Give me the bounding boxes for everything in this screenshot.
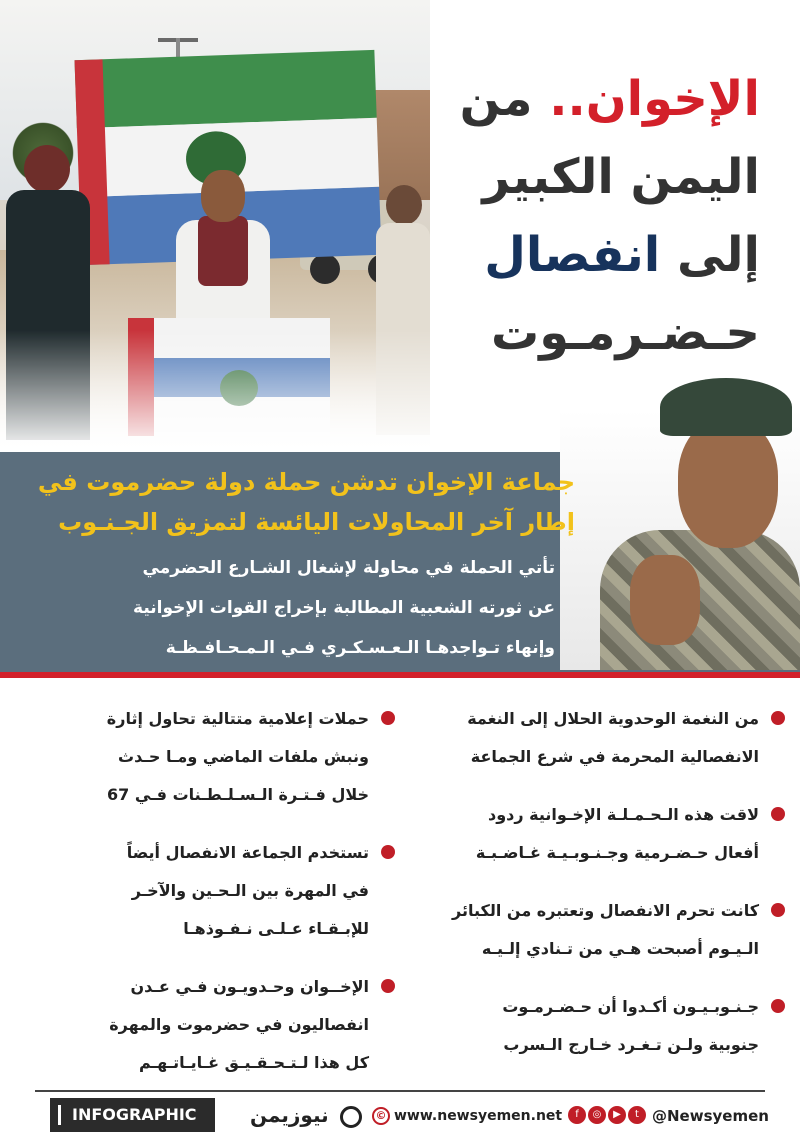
military-cap-icon (660, 378, 792, 436)
twitter-icon[interactable]: t (628, 1106, 646, 1124)
infographic-label (50, 1098, 215, 1132)
bullet-line: الانفصالية المحرمة في شرع الجماعة (470, 747, 759, 766)
bullet-item (35, 968, 395, 1082)
facebook-icon[interactable]: f (568, 1106, 586, 1124)
brand-logo[interactable] (250, 1100, 362, 1130)
headline-line-2: اليمن الكبير (482, 149, 760, 205)
bullet-dot-icon (381, 845, 395, 859)
bullet-column-left (35, 700, 395, 1102)
divider-red (0, 672, 800, 678)
band-title-line: إطار آخر المحاولات اليائسة لتمزيق الجـنـوب (58, 508, 575, 536)
bullet-line: الـيـوم أصبحت هـي من تـنادي إلـيـه (481, 939, 759, 958)
copyright-icon: © (372, 1107, 390, 1125)
bullet-line: في المهرة بين الـحـين والآخـر (131, 881, 369, 900)
headline-text: إلى (676, 227, 760, 283)
infographic-text: INFOGRAPHIC (72, 1105, 197, 1124)
bullet-line: للإبـقـاء عـلـى نـفـوذهـا (183, 919, 369, 938)
youtube-icon[interactable]: ▶ (608, 1106, 626, 1124)
band-title-line: جماعة الإخوان تدشن حملة دولة حضرموت في (37, 468, 575, 496)
bullet-item (35, 834, 395, 948)
bullet-line: أفعال حـضـرمية وجـنـوبـيـة غـاضـبـة (475, 843, 759, 862)
logo-n-icon (340, 1106, 362, 1128)
footer (40, 1098, 769, 1136)
photo-fade (0, 330, 430, 455)
band-text (35, 548, 555, 668)
truck-wheel (310, 254, 340, 284)
headline-line-1 (400, 60, 760, 138)
logo-text: نيوزيمن (250, 1103, 329, 1127)
website-link[interactable] (372, 1104, 562, 1128)
band-title (15, 462, 575, 542)
header-photo (0, 0, 430, 455)
social-handle[interactable]: @Newsyemen (652, 1107, 769, 1125)
band-text-line: عن ثورته الشعبية المطالبة بإخراج القوات الإخوانية (133, 598, 555, 618)
social-icons (568, 1104, 648, 1128)
bullet-line: خلال فـتـرة الـسـلـطـنات فـي 67 (107, 785, 369, 804)
headline-text: من (459, 71, 533, 127)
bullet-line: حملات إعلامية متتالية تحاول إثارة (106, 709, 369, 728)
headline (400, 60, 760, 372)
bullet-dot-icon (381, 711, 395, 725)
bullet-line: من النغمة الوحدوية الحلال إلى النغمة (467, 709, 759, 728)
footer-divider (35, 1090, 765, 1092)
bullet-line: كانت تحرم الانفصال وتعتبره من الكبائر (452, 901, 759, 920)
bullet-line: الإخــوان وحـدويـون فـي عـدن (130, 977, 369, 996)
bullet-dot-icon (771, 903, 785, 917)
bullet-item (425, 700, 785, 776)
headline-highlight: الإخوان.. (549, 71, 760, 127)
bullet-item (35, 700, 395, 814)
bullet-line: لاقت هذه الـحـمـلـة الإخـوانية ردود (488, 805, 759, 824)
bullet-line: جنوبية ولـن تـغـرد خـارج الـسرب (503, 1035, 759, 1054)
bullet-dot-icon (771, 711, 785, 725)
bullet-line: جـنـوبـيـون أكـدوا أن حـضـرمـوت (502, 997, 759, 1016)
instagram-icon[interactable]: ◎ (588, 1106, 606, 1124)
bullet-item (425, 892, 785, 968)
website-text: www.newsyemen.net (394, 1108, 563, 1124)
bullet-dot-icon (771, 807, 785, 821)
headline-highlight: انفصال (484, 227, 661, 283)
bullet-line: انفصاليون في حضرموت والمهرة (109, 1015, 369, 1034)
bullet-dot-icon (771, 999, 785, 1013)
bullet-item (425, 988, 785, 1064)
headline-line-4: حـضـرمـوت (490, 305, 760, 361)
bullet-column-right (425, 700, 785, 1084)
portrait-photo (560, 370, 800, 670)
bullet-line: تستخدم الجماعة الانفصال أيضاً (126, 843, 369, 862)
infographic-bar (58, 1105, 61, 1125)
band-text-line: وإنهاء تـواجدهـا الـعـسـكـري فـي الـمـحـافـظـة (165, 638, 555, 658)
bullet-item (425, 796, 785, 872)
band-text-line: تأتي الحملة في محاولة لإشغال الشـارع الحضرمي (142, 558, 555, 578)
bullet-line: ونبش ملفات الماضي ومـا حـدث (118, 747, 369, 766)
bullet-line: كل هذا لـتـحـقـيـق غـايـاتـهـم (139, 1053, 369, 1072)
bullet-dot-icon (381, 979, 395, 993)
headline-line-3 (400, 216, 760, 294)
